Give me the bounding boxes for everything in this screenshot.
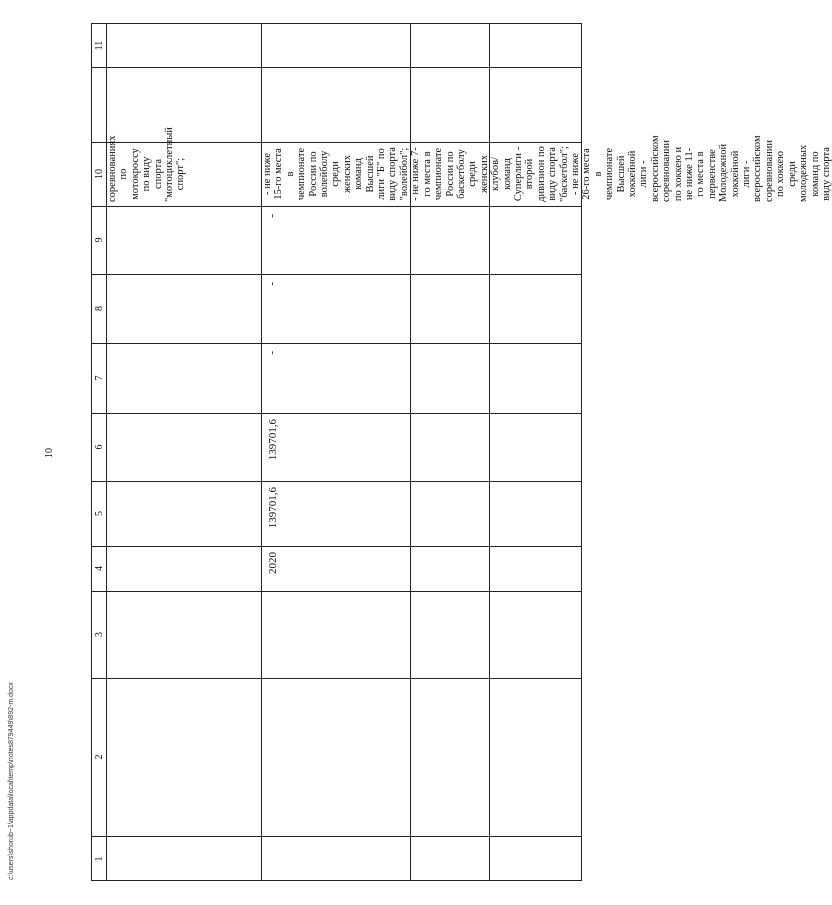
- row-divider: [92, 274, 581, 275]
- column-header-11: 11: [93, 40, 105, 51]
- row2-col10-cell: [262, 135, 832, 206]
- row2-col5-value: 139701,6: [267, 487, 279, 529]
- row1-col10-cell: [107, 127, 261, 206]
- column-header-5: 5: [93, 511, 105, 516]
- row-divider: [92, 481, 581, 482]
- document-table: [91, 23, 832, 881]
- column-header-1: 1: [93, 856, 105, 862]
- column-header-8: 8: [93, 306, 105, 311]
- column-header-2: 2: [93, 754, 105, 760]
- column-header-3: 3: [93, 632, 105, 637]
- row2-col7-value: -: [266, 351, 278, 355]
- column-header-6: 6: [93, 444, 105, 450]
- column-header-10: 10: [93, 169, 105, 179]
- row2-year: 2020: [267, 552, 279, 574]
- page-number: 10: [44, 448, 55, 458]
- row2-col8-value: -: [266, 282, 278, 286]
- row-divider: [92, 343, 581, 344]
- row2-col6-value: 139701,6: [267, 419, 279, 461]
- row2-col10-text: - не ниже 15-го места в чемпионате России по волейболу среди женских команд Высшей лиги "Б" по виду спорта "волейбол"; - не ниже 7-го места в чемпионате России по баскетболу среди женских клубов/команд Суперлиги - второй дивизион по виду спорта "баскетбол"; - не ниже 26-го места в чемпионате Высшей хоккейной лиги - всероссийском соревновании по хоккею и не ниже 11-го места в первенстве Молодежной хоккейной лиги - всероссийском соревновании по хоккею среди молодежных команд по виду спорта: [262, 135, 832, 202]
- row-divider: [92, 67, 581, 68]
- row-divider: [92, 206, 581, 207]
- row2-col9-value: -: [266, 214, 278, 218]
- row-divider: [92, 546, 581, 547]
- row-divider: [92, 836, 581, 837]
- column-header-7: 7: [93, 375, 105, 381]
- column-header-9: 9: [93, 237, 105, 243]
- row1-col10-text: соревнованиях по мотокроссу по виду спорта "мотоциклетный спорт";: [107, 127, 187, 202]
- row-divider: [92, 678, 581, 679]
- column-header-4: 4: [93, 566, 105, 571]
- row-divider: [92, 591, 581, 592]
- footer-file-path: c:\users\shorub~1\appdata\local\temp\notes879449\892-m.docx: [8, 682, 15, 880]
- row-divider: [92, 413, 581, 414]
